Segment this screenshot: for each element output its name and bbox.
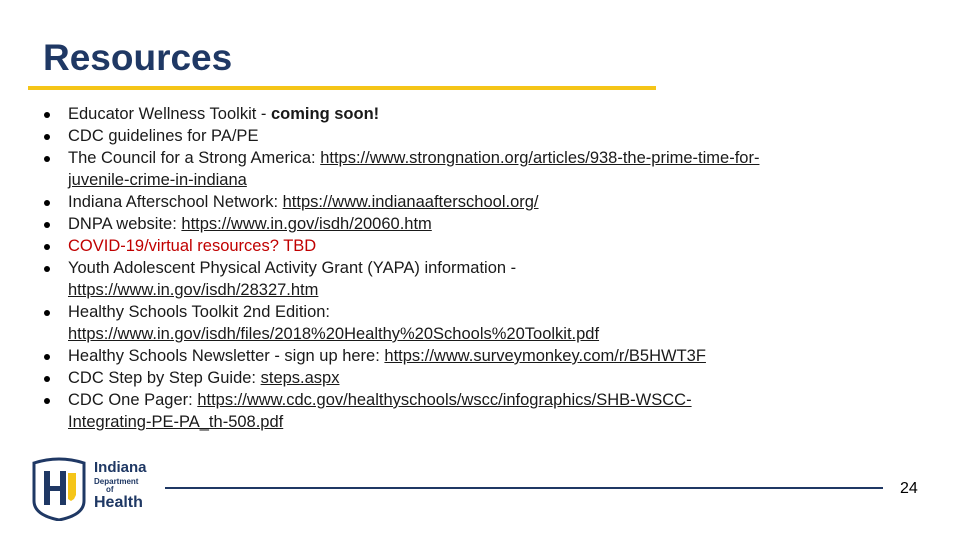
resource-list (44, 103, 764, 433)
list-item: DNPA website: https://www.in.gov/isdh/20060.htm (44, 213, 764, 235)
list-item: CDC Step by Step Guide: steps.aspx (44, 367, 764, 389)
dnpa-website-link[interactable]: https://www.in.gov/isdh/20060.htm (181, 215, 432, 233)
list-item: Healthy Schools Toolkit 2nd Edition: https://www.in.gov/isdh/files/2018%20Healthy%20Schools%20Toolkit.pdf (44, 301, 764, 345)
list-item: Indiana Afterschool Network: https://www.indianaafterschool.org/ (44, 191, 764, 213)
footer-divider (165, 487, 883, 489)
covid-resources-note: COVID-19/virtual resources? TBD (68, 237, 317, 255)
list-item: Healthy Schools Newsletter - sign up here: https://www.surveymonkey.com/r/B5HWT3F (44, 345, 764, 367)
newsletter-signup-link[interactable]: https://www.surveymonkey.com/r/B5HWT3F (384, 347, 706, 365)
indiana-afterschool-link[interactable]: https://www.indianaafterschool.org/ (282, 193, 539, 211)
title-underline (28, 86, 656, 90)
cdc-one-pager-link[interactable]: https://www.cdc.gov/healthyschools/wscc/infographics/SHB-WSCC-Integrating-PE-PA_th-508.pdf (68, 391, 692, 431)
logo-wordmark: Indiana Department of Health (94, 459, 147, 511)
list-item: Youth Adolescent Physical Activity Grant (YAPA) information - https://www.in.gov/isdh/28327.htm (44, 257, 764, 301)
healthy-schools-toolkit-link[interactable]: https://www.in.gov/isdh/files/2018%20Healthy%20Schools%20Toolkit.pdf (68, 325, 600, 343)
step-guide-link[interactable]: steps.aspx (260, 369, 340, 387)
list-item: CDC One Pager: https://www.cdc.gov/healthyschools/wscc/infographics/SHB-WSCC-Integrating-PE-PA_th-508.pdf (44, 389, 764, 433)
list-item: The Council for a Strong America: https://www.strongnation.org/articles/938-the-prime-time-for-juvenile-crime-in-indiana (44, 147, 764, 191)
yapa-link[interactable]: https://www.in.gov/isdh/28327.htm (68, 281, 319, 299)
page-number: 24 (900, 480, 918, 497)
list-item: Educator Wellness Toolkit - coming soon! (44, 103, 764, 125)
list-item: CDC guidelines for PA/PE (44, 125, 764, 147)
indiana-department-of-health-logo (30, 455, 165, 523)
coming-soon-note: coming soon! (270, 105, 380, 123)
slide-title: Resources (43, 37, 233, 78)
indiana-state-seal-icon (30, 455, 88, 521)
list-item (44, 235, 764, 257)
strongnation-link[interactable]: https://www.strongnation.org/articles/938-the-prime-time-for-juvenile-crime-in-indiana (68, 149, 760, 189)
